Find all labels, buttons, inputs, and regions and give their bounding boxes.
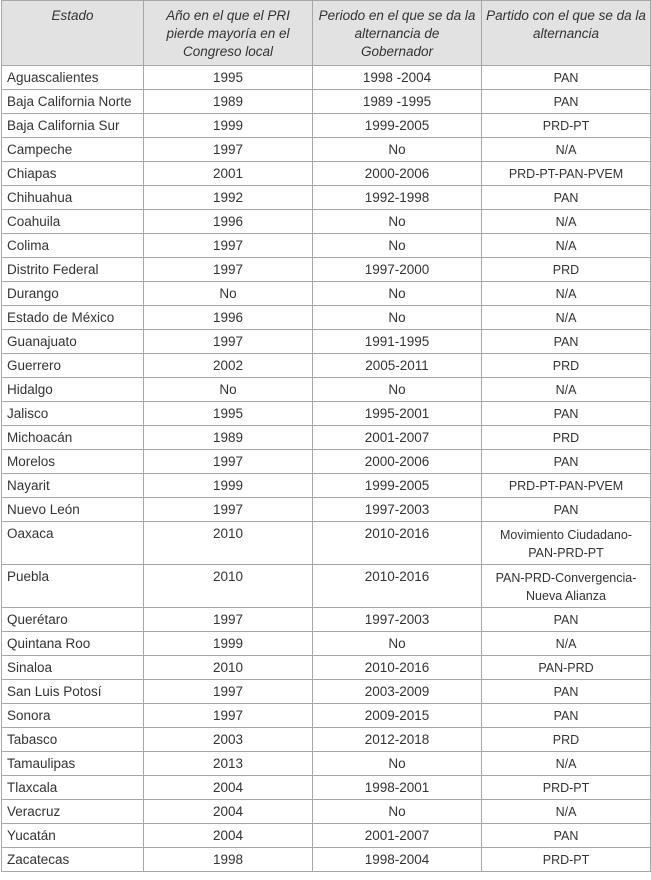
cell-partido: PAN <box>482 66 651 90</box>
cell-periodo: No <box>313 752 482 776</box>
cell-estado: Puebla <box>2 565 144 608</box>
cell-partido: PAN-PRD <box>482 656 651 680</box>
cell-estado: Distrito Federal <box>2 258 144 282</box>
cell-partido: N/A <box>482 632 651 656</box>
cell-anio: 1999 <box>144 114 313 138</box>
header-periodo: Periodo en el que se da la alternancia de Gobernador <box>313 1 482 66</box>
cell-anio: 1996 <box>144 210 313 234</box>
header-estado: Estado <box>2 1 144 66</box>
cell-partido: PAN <box>482 450 651 474</box>
table-row <box>2 474 651 498</box>
cell-estado: Chiapas <box>2 162 144 186</box>
cell-anio: 2001 <box>144 162 313 186</box>
cell-estado: Estado de México <box>2 306 144 330</box>
table-header <box>2 1 651 66</box>
cell-anio: 1997 <box>144 234 313 258</box>
table-row <box>2 656 651 680</box>
cell-estado: Colima <box>2 234 144 258</box>
cell-estado: Durango <box>2 282 144 306</box>
cell-periodo: 1998-2004 <box>313 848 482 872</box>
alternancia-table <box>1 0 651 872</box>
cell-estado: Veracruz <box>2 800 144 824</box>
table-row <box>2 632 651 656</box>
header-partido: Partido con el que se da la alternancia <box>482 1 651 66</box>
cell-anio: No <box>144 378 313 402</box>
cell-anio: 1996 <box>144 306 313 330</box>
cell-anio: 2003 <box>144 728 313 752</box>
cell-estado: Sonora <box>2 704 144 728</box>
cell-anio: 1995 <box>144 66 313 90</box>
table-row <box>2 114 651 138</box>
cell-periodo: 1998 -2004 <box>313 66 482 90</box>
table-row <box>2 498 651 522</box>
cell-estado: Zacatecas <box>2 848 144 872</box>
table-row <box>2 680 651 704</box>
cell-partido-line: Movimiento Ciudadano- <box>499 528 632 542</box>
table-row <box>2 776 651 800</box>
cell-anio: 2010 <box>144 656 313 680</box>
table-row <box>2 186 651 210</box>
cell-partido: PRD-PT-PAN-PVEM <box>482 162 651 186</box>
cell-periodo: 1997-2000 <box>313 258 482 282</box>
cell-estado: Michoacán <box>2 426 144 450</box>
cell-periodo: No <box>313 282 482 306</box>
cell-anio: 1997 <box>144 704 313 728</box>
cell-periodo: No <box>313 138 482 162</box>
cell-anio: No <box>144 282 313 306</box>
cell-partido-line: PAN-PRD-Convergencia- <box>495 571 637 585</box>
cell-periodo: 1992-1998 <box>313 186 482 210</box>
cell-estado: Yucatán <box>2 824 144 848</box>
cell-anio: 1997 <box>144 498 313 522</box>
table-row <box>2 138 651 162</box>
cell-partido: N/A <box>482 306 651 330</box>
cell-anio: 2010 <box>144 565 313 608</box>
cell-estado: San Luis Potosí <box>2 680 144 704</box>
cell-partido: PRD <box>482 728 651 752</box>
table-row <box>2 402 651 426</box>
table-row <box>2 378 651 402</box>
cell-anio: 2013 <box>144 752 313 776</box>
cell-periodo: 2000-2006 <box>313 450 482 474</box>
cell-anio: 1989 <box>144 426 313 450</box>
cell-anio: 1995 <box>144 402 313 426</box>
cell-anio: 1997 <box>144 138 313 162</box>
cell-partido <box>482 565 651 608</box>
cell-partido <box>482 522 651 565</box>
cell-estado: Querétaro <box>2 608 144 632</box>
table-row <box>2 450 651 474</box>
table-row <box>2 258 651 282</box>
cell-estado: Chihuahua <box>2 186 144 210</box>
cell-estado: Sinaloa <box>2 656 144 680</box>
cell-anio: 1998 <box>144 848 313 872</box>
cell-partido: PAN <box>482 186 651 210</box>
cell-estado: Aguascalientes <box>2 66 144 90</box>
table-row <box>2 608 651 632</box>
table-row <box>2 354 651 378</box>
cell-estado: Baja California Sur <box>2 114 144 138</box>
cell-periodo: 1999-2005 <box>313 114 482 138</box>
table-row <box>2 800 651 824</box>
cell-periodo: 2001-2007 <box>313 824 482 848</box>
cell-anio: 1999 <box>144 632 313 656</box>
table-row <box>2 704 651 728</box>
cell-partido: PAN <box>482 608 651 632</box>
table-row <box>2 848 651 872</box>
cell-estado: Morelos <box>2 450 144 474</box>
cell-anio: 2002 <box>144 354 313 378</box>
cell-estado: Tlaxcala <box>2 776 144 800</box>
table-row <box>2 90 651 114</box>
cell-partido: PAN <box>482 402 651 426</box>
cell-estado: Baja California Norte <box>2 90 144 114</box>
cell-periodo: No <box>313 378 482 402</box>
cell-estado: Quintana Roo <box>2 632 144 656</box>
cell-partido: PRD-PT-PAN-PVEM <box>482 474 651 498</box>
cell-periodo: No <box>313 632 482 656</box>
cell-partido: PRD-PT <box>482 776 651 800</box>
cell-partido: PAN <box>482 330 651 354</box>
table-row <box>2 565 651 608</box>
cell-periodo: 2012-2018 <box>313 728 482 752</box>
cell-anio: 1997 <box>144 330 313 354</box>
cell-anio: 1997 <box>144 450 313 474</box>
table-row <box>2 282 651 306</box>
cell-estado: Oaxaca <box>2 522 144 565</box>
cell-anio: 1992 <box>144 186 313 210</box>
header-anio: Año en el que el PRI pierde mayoría en el Congreso local <box>144 1 313 66</box>
cell-partido: N/A <box>482 378 651 402</box>
cell-partido: PAN <box>482 824 651 848</box>
cell-periodo: 1997-2003 <box>313 498 482 522</box>
cell-anio: 2010 <box>144 522 313 565</box>
cell-partido: PAN <box>482 704 651 728</box>
cell-periodo: No <box>313 306 482 330</box>
header-row <box>2 1 651 66</box>
cell-periodo: 1989 -1995 <box>313 90 482 114</box>
cell-estado: Tamaulipas <box>2 752 144 776</box>
cell-anio: 2004 <box>144 824 313 848</box>
cell-periodo: 1995-2001 <box>313 402 482 426</box>
table-row <box>2 234 651 258</box>
table-row <box>2 426 651 450</box>
cell-partido: PRD <box>482 426 651 450</box>
cell-anio: 1989 <box>144 90 313 114</box>
cell-estado: Coahuila <box>2 210 144 234</box>
table-row <box>2 330 651 354</box>
table-row <box>2 66 651 90</box>
cell-periodo: No <box>313 800 482 824</box>
cell-estado: Campeche <box>2 138 144 162</box>
cell-anio: 2004 <box>144 800 313 824</box>
table-row <box>2 210 651 234</box>
table-body <box>2 66 651 872</box>
table-row <box>2 728 651 752</box>
cell-partido: N/A <box>482 752 651 776</box>
cell-periodo: 2010-2016 <box>313 565 482 608</box>
cell-partido: N/A <box>482 210 651 234</box>
table-row <box>2 306 651 330</box>
table-row <box>2 522 651 565</box>
cell-periodo: 2003-2009 <box>313 680 482 704</box>
cell-estado: Hidalgo <box>2 378 144 402</box>
cell-estado: Guerrero <box>2 354 144 378</box>
cell-periodo: 1991-1995 <box>313 330 482 354</box>
cell-partido-line: PAN-PRD-PT <box>528 546 604 560</box>
cell-periodo: 1997-2003 <box>313 608 482 632</box>
table-row <box>2 162 651 186</box>
table-row <box>2 824 651 848</box>
cell-estado: Nuevo León <box>2 498 144 522</box>
cell-partido-line: Nueva Alianza <box>526 589 606 603</box>
cell-partido: PRD-PT <box>482 114 651 138</box>
cell-partido: N/A <box>482 282 651 306</box>
cell-anio: 1999 <box>144 474 313 498</box>
cell-anio: 1997 <box>144 680 313 704</box>
cell-periodo: 1999-2005 <box>313 474 482 498</box>
cell-anio: 1997 <box>144 258 313 282</box>
cell-anio: 1997 <box>144 608 313 632</box>
cell-partido: PAN <box>482 90 651 114</box>
cell-periodo: 1998-2001 <box>313 776 482 800</box>
cell-periodo: 2001-2007 <box>313 426 482 450</box>
cell-partido: N/A <box>482 234 651 258</box>
cell-estado: Tabasco <box>2 728 144 752</box>
cell-periodo: 2005-2011 <box>313 354 482 378</box>
cell-anio: 2004 <box>144 776 313 800</box>
cell-periodo: No <box>313 234 482 258</box>
cell-partido: PAN <box>482 498 651 522</box>
cell-estado: Jalisco <box>2 402 144 426</box>
cell-periodo: 2010-2016 <box>313 656 482 680</box>
cell-partido: PRD-PT <box>482 848 651 872</box>
cell-estado: Nayarit <box>2 474 144 498</box>
cell-partido: PRD <box>482 354 651 378</box>
table-row <box>2 752 651 776</box>
cell-partido: PAN <box>482 680 651 704</box>
cell-periodo: 2009-2015 <box>313 704 482 728</box>
cell-partido: N/A <box>482 138 651 162</box>
cell-estado: Guanajuato <box>2 330 144 354</box>
cell-periodo: 2000-2006 <box>313 162 482 186</box>
cell-periodo: 2010-2016 <box>313 522 482 565</box>
cell-periodo: No <box>313 210 482 234</box>
cell-partido: PRD <box>482 258 651 282</box>
cell-partido: N/A <box>482 800 651 824</box>
